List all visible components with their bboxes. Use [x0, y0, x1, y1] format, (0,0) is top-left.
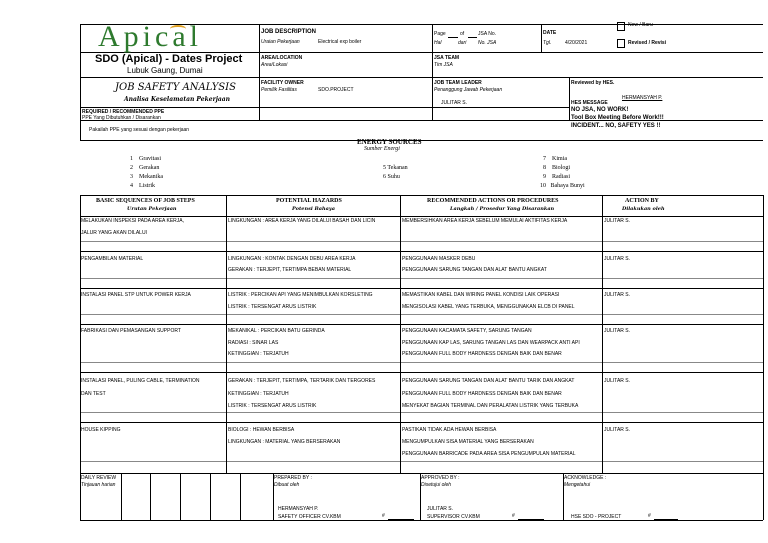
- energy-item: 8 Biologi: [543, 165, 571, 171]
- action-text: PENGGUNAAN FULL BODY HARDNESS DENGAN BAIK DAN BENAR: [402, 391, 562, 397]
- hazard-text: MEKANIKAL : PERCIKAN BATU GERINDA: [228, 328, 325, 334]
- daily-review-label: DAILY REVIEW: [81, 475, 117, 481]
- energy-item: 6 Suhu: [383, 174, 400, 180]
- actionby-text: JULITAR S.: [604, 256, 631, 262]
- col-actionby-sub: Dilakukan oleh: [622, 206, 665, 212]
- approved-role: SUPERVISOR CV.KBM: [427, 514, 480, 520]
- col-hazards-sub: Potensi Bahaya: [292, 206, 336, 212]
- energy-right-list: [540, 155, 585, 191]
- actionby-text: JULITAR S.: [604, 328, 631, 334]
- action-text: PENGGUNAAN MASKER DEBU: [402, 256, 476, 262]
- actionby-text: JULITAR S.: [604, 218, 631, 224]
- ack-role: HSE SDO - PROJECT: [571, 514, 622, 520]
- action-text: MENYEKAT BAGIAN TERMINAL DAN PERALATAN LISTRIK YANG TERBUKA: [402, 403, 579, 409]
- col-actionby-header: ACTION BY: [625, 198, 659, 204]
- energy-item: 3 Mekanika: [130, 174, 163, 180]
- job-description-sub: Uraian Pekerjaan: [261, 39, 300, 45]
- facility-owner-value: SDO.PROJECT: [318, 87, 354, 93]
- action-text: MEMBERSIHKAN AREA KERJA SEBELUM MEMULAI AKTIFITAS KERJA: [402, 218, 568, 224]
- team-leader-label: JOB TEAM LEADER: [434, 80, 482, 86]
- facility-owner-label: FACILITY OWNER: [261, 80, 304, 86]
- hes-message-3: INCIDENT... NO, SAFETY YES !!: [571, 123, 661, 129]
- revised-checkbox[interactable]: [617, 39, 625, 48]
- step-text: HOUSE KIPPING: [81, 427, 121, 433]
- date-value: 4/20/2021: [565, 40, 588, 46]
- hazard-text: LINGKUNGAN : MATERIAL YANG BERSERAKAN: [228, 439, 341, 445]
- date-label: DATE: [543, 30, 557, 36]
- action-text: PENGGUNAAN KACAMATA SAFETY, SARUNG TANGAN: [402, 328, 532, 334]
- hazard-text: LISTRIK : TERSENGAT ARUS LISTRIK: [228, 403, 317, 409]
- job-description-value: Electrical exp boiler: [318, 39, 362, 45]
- page-of: of: [460, 31, 465, 37]
- date-sub: Tgl.: [543, 40, 552, 46]
- daily-review-sub: Tinjauan harian: [81, 482, 116, 488]
- action-text: PENGGUNAAN FULL BODY HARDNESS DENGAN BAIK DAN BENAR: [402, 351, 562, 357]
- ack-label: ACKNOWLEDGE :: [564, 475, 607, 481]
- col-actions-sub: Langkah / Prosedur Yang Disarankan: [450, 206, 555, 212]
- col-hazards-header: POTENTIAL HAZARDS: [276, 198, 342, 204]
- energy-title: ENERGY SOURCES: [357, 138, 422, 146]
- jsa-no-sub: No. JSA: [478, 40, 497, 46]
- hazard-text: RADIASI : SINAR LAS: [228, 340, 279, 346]
- prepared-hash: #: [382, 513, 385, 519]
- approved-label: APPROVED BY :: [421, 475, 460, 481]
- action-text: MENGISOLASI KABEL YANG TERBUKA, MENGGUNAKAN ELCB DI PANEL: [402, 304, 575, 310]
- job-description-label: JOB DESCRIPTION: [261, 29, 317, 35]
- step-text: FABRIKASI DAN PEMASANGAN SUPPORT: [81, 328, 181, 334]
- energy-subtitle: Sumber Energi: [364, 146, 400, 152]
- energy-left-list: [130, 155, 163, 191]
- col-actions-header: RECOMMENDED ACTIONS OR PROCEDURES: [427, 198, 559, 204]
- hes-message-label: HES MESSAGE: [571, 100, 608, 106]
- jsa-subtitle: Analisa Keselamatan Pekerjaan: [124, 96, 231, 103]
- step-text: JALUR YANG AKAN DILALUI: [81, 230, 147, 236]
- action-text: MENGUMPULKAN SISA MATERIAL YANG BERSERAKAN: [402, 439, 534, 445]
- energy-item: 5 Tekanan: [383, 165, 408, 171]
- hazard-text: GERAKAN : TERJEPIT, TERTIMPA, TERTARIK DAN TERGORES: [228, 378, 376, 384]
- action-text: PASTIKAN TIDAK ADA HEWAN BERBISA: [402, 427, 497, 433]
- prepared-label: PREPARED BY :: [274, 475, 312, 481]
- action-text: MEMASTIKAN KABEL DAN WIRING PANEL KONDISI LAIK OPERASI: [402, 292, 560, 298]
- actionby-text: JULITAR S.: [604, 378, 631, 384]
- reviewed-label: Reviewed by HES.: [571, 80, 615, 86]
- ack-hash: #: [648, 513, 651, 519]
- col-steps-header: BASIC SEQUENCES OF JOB STEPS: [96, 198, 195, 204]
- jsa-team-sub: Tim JSA: [434, 62, 453, 68]
- hes-message-2: Tool Box Meeting Before Work!!!: [571, 115, 664, 121]
- step-text: MELAKUKAN INSPEKSI PADA AREA KERJA,: [81, 218, 185, 224]
- revised-label: Revised / Revisi: [628, 40, 667, 46]
- hazard-text: KETINGGIAN : TERJATUH: [228, 391, 289, 397]
- step-text: PENGAMBILAN MATERIAL: [81, 256, 144, 262]
- ack-sub: Mengetahui: [564, 482, 591, 488]
- hazard-text: KETINGGIAN : TERJATUH: [228, 351, 289, 357]
- energy-item: 2 Gerakan: [130, 165, 160, 171]
- energy-item: 7 Kimia: [543, 156, 567, 162]
- action-text: PENGGUNAAN BARRICADE PADA AREA SISA PENGUMPULAN MATERIAL: [402, 451, 576, 457]
- new-label: New / Baru: [628, 22, 653, 28]
- energy-item: 4 Listrik: [130, 183, 155, 189]
- hazard-text: LISTRIK : TERSENGAT ARUS LISTRIK: [228, 304, 317, 310]
- hazard-text: LINGKUNGAN : KONTAK DENGAN DEBU AREA KERJA: [228, 256, 356, 262]
- jsa-no-label: JSA No.: [478, 31, 497, 37]
- action-text: PENGGUNAAN SARUNG TANGAN DAN ALAT BANTU TARIK DAN ANGKAT: [402, 378, 575, 384]
- team-leader-sub: Penanggung Jawab Pekerjaan: [434, 87, 503, 93]
- step-text: INSTALASI PANEL, PULING CABLE, TERMINATION: [81, 378, 200, 384]
- approved-hash: #: [512, 513, 515, 519]
- hazard-text: LINGKUNGAN : AREA KERJA YANG DILALUI BASAH DAN LICIN: [228, 218, 376, 224]
- actionby-text: JULITAR S.: [604, 292, 631, 298]
- area-label: AREA/LOCATION: [261, 55, 303, 61]
- actionby-text: JULITAR S.: [604, 427, 631, 433]
- area-sub: Area/Lokasi: [261, 62, 288, 68]
- prepared-role: SAFETY OFFICER CV.KBM: [278, 514, 341, 520]
- hazard-text: BIOLOGI : HEWAN BERBISA: [228, 427, 295, 433]
- ppe-sub: PPE Yang Dibutuhkan / Disarankan: [82, 115, 161, 121]
- ppe-value: Pakailah PPE yang sesuai dengan pekerjaan: [89, 127, 190, 133]
- energy-item: 1 Gravitasi: [130, 156, 161, 162]
- page-sub: Hal: [434, 40, 442, 46]
- approved-sub: Disetujui oleh: [421, 482, 452, 488]
- page-sub-of: dari: [458, 40, 467, 46]
- energy-middle-list: [383, 164, 408, 182]
- col-steps-sub: Urutan Pekerjaan: [127, 206, 177, 212]
- step-text: INSTALASI PANEL STP UNTUK POWER KERJA: [81, 292, 191, 298]
- hazard-text: LISTRIK : PERCIKAN API YANG MENIMBULKAN KORSLETING: [228, 292, 373, 298]
- action-text: PENGGUNAAN KAP LAS, SARUNG TANGAN LAS DAN WEARPACK ANTI API: [402, 340, 580, 346]
- new-checkbox[interactable]: [617, 22, 625, 31]
- page-label: Page: [434, 31, 446, 37]
- prepared-sub: Dibuat oleh: [274, 482, 300, 488]
- reviewed-value: HERMANSYAH P.: [622, 95, 663, 101]
- jsa-team-label: JSA TEAM: [434, 55, 460, 61]
- approved-name: JULITAR S.: [427, 506, 454, 512]
- team-leader-value: JULITAR S.: [441, 100, 468, 106]
- logo-swoosh: [170, 25, 186, 33]
- hazard-text: GERAKAN : TERJEPIT, TERTIMPA BEBAN MATERIAL: [228, 267, 352, 273]
- hes-message-1: NO JSA, NO WORK!: [571, 107, 629, 113]
- step-text: DAN TEST: [81, 391, 106, 397]
- facility-owner-sub: Pemilik Fasilitas: [261, 87, 297, 93]
- prepared-name: HERMANSYAH P.: [278, 506, 319, 512]
- energy-item: 9 Radiasi: [543, 174, 570, 180]
- project-location: Lubuk Gaung, Dumai: [127, 66, 203, 75]
- project-title: SDO (Apical) - Dates Project: [95, 53, 243, 65]
- energy-item: 10 Bahaya Bunyi: [540, 183, 585, 189]
- ppe-label: REQUIRED / RECOMMENDED PPE: [82, 109, 165, 115]
- jsa-title: JOB SAFETY ANALYSIS: [115, 82, 236, 93]
- apical-logo: Apical: [98, 20, 202, 53]
- action-text: PENGGUNAAN SARUNG TANGAN DAN ALAT BANTU ANGKAT: [402, 267, 547, 273]
